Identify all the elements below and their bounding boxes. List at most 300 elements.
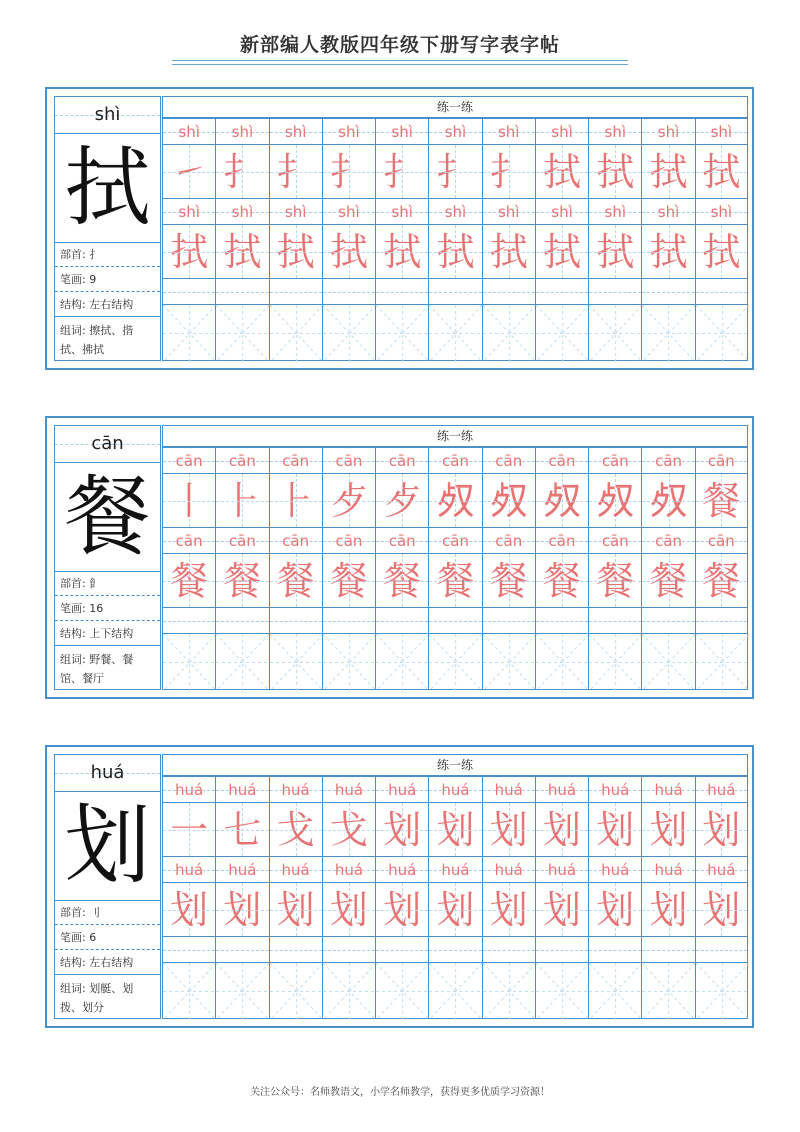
pinyin-cell <box>322 776 375 802</box>
pinyin-guide: cān <box>228 532 256 550</box>
pinyin-guide: huá <box>441 861 470 879</box>
pinyin-cell <box>482 856 535 882</box>
empty-pinyin-cell[interactable] <box>695 936 748 962</box>
empty-writing-cell[interactable] <box>535 304 588 361</box>
strokes-label: 笔画 <box>60 602 82 615</box>
words-label: 组词 <box>60 324 82 337</box>
empty-pinyin-cell[interactable] <box>215 607 268 633</box>
pinyin-guide: huá <box>654 861 683 879</box>
empty-writing-cell[interactable] <box>215 304 268 361</box>
empty-writing-cell[interactable] <box>162 633 215 690</box>
mi-grid-guides <box>589 305 642 362</box>
words-info: 组词: 划艇、划 拨、划分 <box>60 982 134 1014</box>
pinyin-guide: cān <box>282 452 310 470</box>
guide-character: 餐 <box>543 559 582 603</box>
pinyin-cell <box>428 776 481 802</box>
pinyin-text: cān <box>91 433 124 454</box>
pinyin-guide: shì <box>231 203 254 221</box>
mi-grid-guides <box>163 634 216 691</box>
pinyin-cell <box>375 527 428 553</box>
pinyin-guide: shì <box>284 123 307 141</box>
pinyin-cell <box>482 447 535 473</box>
empty-pinyin-cell[interactable] <box>269 607 322 633</box>
guide-character: 划 <box>436 888 475 932</box>
empty-pinyin-cell[interactable] <box>695 278 748 304</box>
empty-pinyin-cell[interactable] <box>215 936 268 962</box>
mi-grid-guides <box>216 305 269 362</box>
empty-pinyin-cell[interactable] <box>322 607 375 633</box>
pinyin-guide: huá <box>388 861 417 879</box>
character-card <box>45 745 754 1028</box>
empty-writing-cell[interactable] <box>269 962 322 1019</box>
stroke-order-cell <box>482 473 535 527</box>
empty-pinyin-cell[interactable] <box>641 936 694 962</box>
stroke-order-cell <box>322 144 375 198</box>
pinyin-cell <box>269 198 322 224</box>
words-label: 组词 <box>60 982 82 995</box>
stroke-order-cell <box>215 144 268 198</box>
radical-info: 部首: 飠 <box>55 572 160 596</box>
guide-character: 划 <box>702 808 741 852</box>
pinyin-guide: huá <box>228 861 257 879</box>
empty-pinyin-cell[interactable] <box>375 607 428 633</box>
empty-writing-cell[interactable] <box>695 633 748 690</box>
title-rule <box>172 64 628 65</box>
pinyin-guide: huá <box>281 781 310 799</box>
pinyin-cell <box>588 776 641 802</box>
empty-writing-cell[interactable] <box>588 633 641 690</box>
empty-pinyin-cell[interactable] <box>322 278 375 304</box>
pinyin-cell <box>641 527 694 553</box>
stroke-order-cell <box>482 144 535 198</box>
guide-character: 丨 <box>170 479 209 523</box>
pinyin-cell <box>322 118 375 144</box>
radical-value: 扌 <box>89 248 101 261</box>
radical-value: 刂 <box>89 906 101 919</box>
pinyin-guide: shì <box>604 203 627 221</box>
pinyin-box <box>55 426 160 463</box>
pinyin-cell <box>322 447 375 473</box>
structure-label: 结构 <box>60 627 82 640</box>
stroke-order-cell <box>535 144 588 198</box>
empty-writing-cell[interactable] <box>641 633 694 690</box>
stroke-order-cell <box>428 473 481 527</box>
practice-label: 练一练 <box>162 754 748 776</box>
pinyin-guide: cān <box>707 452 735 470</box>
empty-pinyin-cell[interactable] <box>375 278 428 304</box>
mi-grid-guides <box>376 963 429 1020</box>
pinyin-guide: huá <box>228 781 257 799</box>
empty-writing-cell[interactable] <box>162 304 215 361</box>
empty-pinyin-cell[interactable] <box>162 278 215 304</box>
empty-writing-cell[interactable] <box>588 962 641 1019</box>
trace-cell <box>482 224 535 278</box>
stroke-count-info: 笔画: 9 <box>55 268 160 292</box>
pinyin-guide: shì <box>444 123 467 141</box>
pinyin-box <box>55 755 160 792</box>
trace-cell <box>322 553 375 607</box>
pinyin-cell <box>695 776 748 802</box>
guide-character: 餐 <box>436 559 475 603</box>
empty-writing-cell[interactable] <box>269 304 322 361</box>
pinyin-cell <box>695 118 748 144</box>
footer-note: 关注公众号：名师教语文，小学名师教学，获得更多优质学习资源！ <box>250 1087 550 1098</box>
stroke-order-cell <box>375 473 428 527</box>
pinyin-cell <box>695 447 748 473</box>
mi-grid-guides <box>536 305 589 362</box>
empty-pinyin-cell[interactable] <box>695 607 748 633</box>
radical-info: 部首: 扌 <box>55 243 160 267</box>
pinyin-cell <box>428 118 481 144</box>
practice-grid <box>162 754 748 1019</box>
empty-writing-cell[interactable] <box>695 304 748 361</box>
pinyin-cell <box>641 856 694 882</box>
guide-character: 一 <box>170 808 209 852</box>
guide-character: 划 <box>649 888 688 932</box>
empty-pinyin-cell[interactable] <box>162 607 215 633</box>
pinyin-guide: cān <box>601 532 629 550</box>
structure-info: 结构: 左右结构 <box>55 951 160 975</box>
empty-writing-cell[interactable] <box>641 962 694 1019</box>
pinyin-guide: shì <box>551 123 573 141</box>
guide-character: 戈 <box>329 808 368 852</box>
pinyin-guide: huá <box>601 861 630 879</box>
pinyin-cell <box>535 447 588 473</box>
mi-grid-guides <box>429 634 482 691</box>
empty-writing-cell[interactable] <box>375 304 428 361</box>
guide-character: 餐 <box>702 559 741 603</box>
pinyin-cell <box>428 447 481 473</box>
pinyin-guide: shì <box>710 203 733 221</box>
pinyin-cell <box>482 776 535 802</box>
empty-writing-cell[interactable] <box>428 304 481 361</box>
guide-character: 划 <box>649 808 688 852</box>
empty-pinyin-cell[interactable] <box>535 607 588 633</box>
pinyin-guide: shì <box>284 203 307 221</box>
pinyin-guide: cān <box>335 452 363 470</box>
empty-pinyin-cell[interactable] <box>588 278 641 304</box>
empty-writing-cell[interactable] <box>641 304 694 361</box>
words-info: 组词: 野餐、餐 馆、餐厅 <box>60 653 134 685</box>
stroke-order-cell <box>375 802 428 856</box>
pinyin-cell <box>695 856 748 882</box>
trace-cell <box>641 224 694 278</box>
trace-cell <box>215 224 268 278</box>
guide-character: 扌 <box>329 150 368 194</box>
guide-character: 划 <box>276 888 315 932</box>
pinyin-cell <box>641 447 694 473</box>
pinyin-cell <box>535 527 588 553</box>
guide-character: 划 <box>329 888 368 932</box>
pinyin-guide: shì <box>497 203 520 221</box>
guide-character: 划 <box>436 808 475 852</box>
empty-writing-cell[interactable] <box>482 633 535 690</box>
words-line-2: 拨、划分 <box>60 1001 104 1014</box>
mi-grid-guides <box>483 963 536 1020</box>
pinyin-guide: cān <box>655 452 683 470</box>
pinyin-guide: cān <box>495 532 523 550</box>
pinyin-guide: shì <box>391 123 413 141</box>
empty-pinyin-cell[interactable] <box>588 607 641 633</box>
practice-grid <box>162 96 748 361</box>
guide-character: 餐 <box>702 479 741 523</box>
guide-character: 餐 <box>383 559 422 603</box>
mi-grid-guides <box>483 305 536 362</box>
trace-cell <box>162 224 215 278</box>
empty-writing-cell[interactable] <box>535 962 588 1019</box>
guide-character: 扌 <box>276 150 315 194</box>
guide-character: 拭 <box>223 230 262 274</box>
mi-grid-guides <box>642 634 695 691</box>
trace-cell <box>641 882 694 936</box>
empty-pinyin-cell[interactable] <box>641 607 694 633</box>
trace-cell <box>322 882 375 936</box>
pinyin-cell <box>162 527 215 553</box>
pinyin-cell <box>162 776 215 802</box>
structure-value: 左右结构 <box>89 956 134 969</box>
pinyin-guide: huá <box>547 781 577 799</box>
pinyin-cell <box>641 118 694 144</box>
guide-character: 餐 <box>649 559 688 603</box>
stroke-order-cell <box>428 144 481 198</box>
trace-cell <box>641 553 694 607</box>
words-label: 组词 <box>60 653 82 666</box>
empty-pinyin-cell[interactable] <box>482 936 535 962</box>
words-line-2: 馆、餐厅 <box>60 672 104 685</box>
guide-character: 七 <box>223 808 262 852</box>
pinyin-guide: shì <box>657 203 680 221</box>
empty-pinyin-cell[interactable] <box>215 278 268 304</box>
pinyin-guide: huá <box>334 781 364 799</box>
pinyin-cell <box>428 856 481 882</box>
empty-writing-cell[interactable] <box>428 962 481 1019</box>
title-rule <box>172 60 628 61</box>
stroke-order-cell <box>535 473 588 527</box>
empty-writing-cell[interactable] <box>482 962 535 1019</box>
stroke-order-cell <box>162 473 215 527</box>
pinyin-guide: huá <box>281 861 310 879</box>
empty-writing-cell[interactable] <box>695 962 748 1019</box>
stroke-order-cell <box>322 802 375 856</box>
pinyin-cell <box>695 527 748 553</box>
pinyin-cell <box>375 856 428 882</box>
pinyin-guide: huá <box>547 861 577 879</box>
mi-grid-guides <box>376 305 429 362</box>
empty-pinyin-cell[interactable] <box>428 607 481 633</box>
empty-writing-cell[interactable] <box>535 633 588 690</box>
empty-writing-cell[interactable] <box>269 633 322 690</box>
words-line-1: 野餐、餐 <box>89 653 134 666</box>
guide-character: 划 <box>702 888 741 932</box>
guide-character: 划 <box>596 888 635 932</box>
pinyin-cell <box>269 856 322 882</box>
stroke-order-cell <box>269 802 322 856</box>
empty-writing-cell[interactable] <box>428 633 481 690</box>
pinyin-guide: huá <box>707 781 736 799</box>
trace-cell <box>695 882 748 936</box>
pinyin-guide: huá <box>601 781 630 799</box>
mi-grid-guides <box>270 305 323 362</box>
mi-grid-guides <box>323 963 376 1020</box>
mi-grid-guides <box>323 634 376 691</box>
pinyin-cell <box>535 856 588 882</box>
empty-writing-cell[interactable] <box>375 633 428 690</box>
empty-pinyin-cell[interactable] <box>162 936 215 962</box>
stroke-count-info: 笔画: 16 <box>55 597 160 621</box>
trace-cell <box>375 224 428 278</box>
mi-grid-guides <box>696 634 749 691</box>
empty-writing-cell[interactable] <box>588 304 641 361</box>
pinyin-guide: shì <box>178 123 200 141</box>
empty-pinyin-cell[interactable] <box>482 278 535 304</box>
guide-character: 𣦼 <box>596 479 635 523</box>
model-character: 划 <box>55 792 160 901</box>
empty-writing-cell[interactable] <box>375 962 428 1019</box>
mi-grid-guides <box>376 634 429 691</box>
stroke-order-cell <box>215 802 268 856</box>
pinyin-cell <box>535 776 588 802</box>
empty-writing-cell[interactable] <box>215 633 268 690</box>
trace-cell <box>162 553 215 607</box>
pinyin-cell <box>482 198 535 224</box>
mi-grid-guides <box>483 634 536 691</box>
guide-character: 𣦼 <box>543 479 582 523</box>
stroke-order-cell <box>269 144 322 198</box>
pinyin-cell <box>215 527 268 553</box>
guide-character: 拭 <box>329 230 368 274</box>
pinyin-cell <box>588 527 641 553</box>
trace-cell <box>428 553 481 607</box>
trace-cell <box>535 224 588 278</box>
strokes-label: 笔画 <box>60 273 82 286</box>
words-line-1: 擦拭、揩 <box>89 324 134 337</box>
empty-pinyin-cell[interactable] <box>641 278 694 304</box>
empty-writing-cell[interactable] <box>215 962 268 1019</box>
guide-character: 拭 <box>596 150 635 194</box>
empty-pinyin-cell[interactable] <box>375 936 428 962</box>
pinyin-guide: shì <box>338 123 360 141</box>
trace-cell <box>428 224 481 278</box>
pinyin-guide: shì <box>338 203 360 221</box>
pinyin-guide: shì <box>604 123 627 141</box>
words-line-2: 拭、拂拭 <box>60 343 104 356</box>
mi-grid-guides <box>696 305 749 362</box>
guide-character: 拭 <box>543 230 582 274</box>
pinyin-text: shì <box>94 104 121 125</box>
empty-pinyin-cell[interactable] <box>535 278 588 304</box>
stroke-order-cell <box>641 473 694 527</box>
practice-grid <box>162 425 748 690</box>
guide-character: 拭 <box>649 150 688 194</box>
practice-label: 练一练 <box>162 425 748 447</box>
mi-grid-guides <box>163 305 216 362</box>
guide-character: 餐 <box>170 559 209 603</box>
empty-pinyin-cell[interactable] <box>322 936 375 962</box>
character-info-panel <box>54 754 161 1019</box>
empty-writing-cell[interactable] <box>322 304 375 361</box>
mi-grid-guides <box>163 963 216 1020</box>
stroke-order-cell <box>695 144 748 198</box>
pinyin-cell <box>641 776 694 802</box>
stroke-order-cell <box>428 802 481 856</box>
pinyin-guide: cān <box>282 532 310 550</box>
pinyin-guide: cān <box>442 532 469 550</box>
pinyin-cell <box>375 118 428 144</box>
trace-cell <box>215 882 268 936</box>
words-info: 组词: 擦拭、揩 拭、拂拭 <box>60 324 134 356</box>
structure-info: 结构: 上下结构 <box>55 622 160 646</box>
pinyin-guide: shì <box>391 203 413 221</box>
empty-pinyin-cell[interactable] <box>535 936 588 962</box>
trace-cell <box>375 553 428 607</box>
pinyin-cell <box>322 856 375 882</box>
pinyin-cell <box>215 198 268 224</box>
trace-cell <box>535 882 588 936</box>
empty-pinyin-cell[interactable] <box>428 278 481 304</box>
guide-character: 划 <box>543 808 582 852</box>
pinyin-box <box>55 97 160 134</box>
pinyin-guide: huá <box>654 781 683 799</box>
mi-grid-guides <box>323 305 376 362</box>
empty-pinyin-cell[interactable] <box>269 278 322 304</box>
pinyin-guide: cān <box>601 452 629 470</box>
empty-writing-cell[interactable] <box>322 962 375 1019</box>
empty-writing-cell[interactable] <box>482 304 535 361</box>
pinyin-guide: cān <box>388 532 416 550</box>
structure-label: 结构 <box>60 298 82 311</box>
stroke-order-cell <box>269 473 322 527</box>
empty-pinyin-cell[interactable] <box>482 607 535 633</box>
mi-grid-guides <box>536 963 589 1020</box>
guide-character: 拭 <box>596 230 635 274</box>
guide-character: ⺊ <box>276 479 315 523</box>
pinyin-cell <box>588 198 641 224</box>
radical-label: 部首 <box>60 577 82 590</box>
pinyin-guide: huá <box>175 781 204 799</box>
guide-character: 餐 <box>329 559 368 603</box>
pinyin-cell <box>162 856 215 882</box>
mi-grid-guides <box>696 963 749 1020</box>
empty-pinyin-cell[interactable] <box>269 936 322 962</box>
guide-character: ㇀ <box>170 150 209 194</box>
trace-cell <box>269 553 322 607</box>
pinyin-guide: cān <box>548 532 576 550</box>
guide-character: 划 <box>543 888 582 932</box>
empty-writing-cell[interactable] <box>322 633 375 690</box>
guide-character: 拭 <box>702 230 741 274</box>
empty-pinyin-cell[interactable] <box>588 936 641 962</box>
trace-cell <box>482 882 535 936</box>
mi-grid-guides <box>642 963 695 1020</box>
stroke-order-cell <box>322 473 375 527</box>
pinyin-cell <box>535 198 588 224</box>
trace-cell <box>269 224 322 278</box>
pinyin-cell <box>375 198 428 224</box>
guide-character: 餐 <box>223 559 262 603</box>
guide-character: 拭 <box>276 230 315 274</box>
pinyin-guide: cān <box>175 452 203 470</box>
page-title: 新部编人教版四年级下册写字表字帖 <box>239 34 560 56</box>
model-character: 拭 <box>55 134 160 243</box>
pinyin-guide: huá <box>388 781 417 799</box>
empty-pinyin-cell[interactable] <box>428 936 481 962</box>
trace-cell <box>482 553 535 607</box>
trace-cell <box>588 224 641 278</box>
guide-character: 拭 <box>489 230 528 274</box>
empty-writing-cell[interactable] <box>162 962 215 1019</box>
guide-character: 𣦼 <box>649 479 688 523</box>
pinyin-cell <box>588 856 641 882</box>
